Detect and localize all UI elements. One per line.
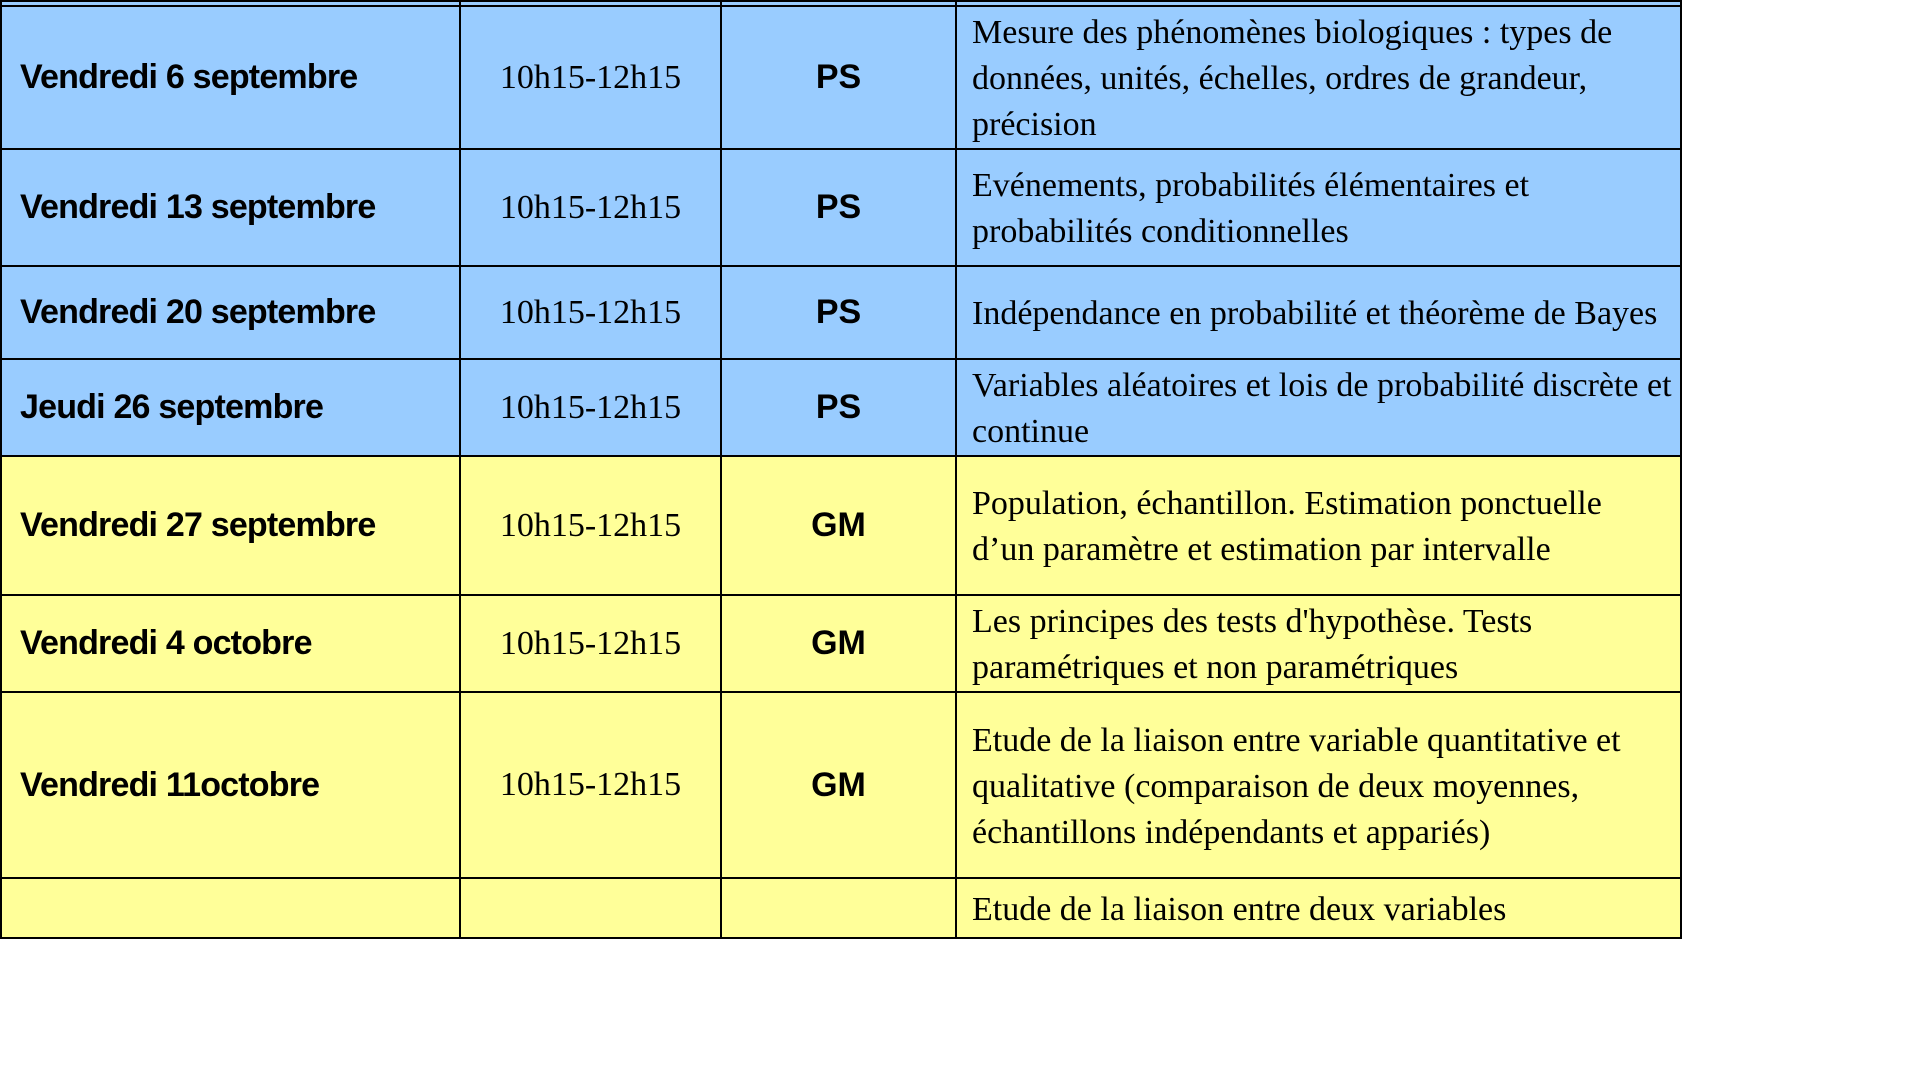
- table-row: [1, 456, 1681, 595]
- topic-cell: [956, 878, 1681, 938]
- date-cell: Vendredi 13 septembre: [1, 149, 460, 266]
- time-cell: [460, 878, 721, 938]
- teacher-cell: [721, 878, 956, 938]
- table-row: [1, 692, 1681, 878]
- topic-cell: [956, 266, 1681, 359]
- teacher-cell: GM: [721, 595, 956, 692]
- topic-cell: [956, 595, 1681, 692]
- date-cell: Vendredi 20 septembre: [1, 266, 460, 359]
- date-cell: [1, 878, 460, 938]
- time-cell: 10h15-12h15: [460, 456, 721, 595]
- table-row: [1, 595, 1681, 692]
- teacher-cell: PS: [721, 149, 956, 266]
- table-row: [1, 6, 1681, 149]
- topic-text: Variables aléatoires et lois de probabilité discrète et continue: [972, 367, 1672, 450]
- topic-text: Etude de la liaison entre variable quantitative et qualitative (comparaison de deux moyennes, échantillons indépendants et appariés): [972, 721, 1621, 851]
- teacher-cell: PS: [721, 6, 956, 149]
- time-cell: 10h15-12h15: [460, 266, 721, 359]
- date-cell: Vendredi 4 octobre: [1, 595, 460, 692]
- topic-text: Les principes des tests d'hypothèse. Tests paramétriques et non paramétriques: [972, 603, 1533, 686]
- topic-text: Evénements, probabilités élémentaires et probabilités conditionnelles: [972, 167, 1530, 250]
- topic-cell: [956, 456, 1681, 595]
- table-row: [1, 266, 1681, 359]
- time-cell: 10h15-12h15: [460, 359, 721, 456]
- table-row: [1, 878, 1681, 938]
- topic-text: Population, échantillon. Estimation ponctuelle d’un paramètre et estimation par intervalle: [972, 485, 1602, 568]
- teacher-cell: GM: [721, 456, 956, 595]
- topic-text: Mesure des phénomènes biologiques : types de données, unités, échelles, ordres de grandeur, précision: [972, 14, 1613, 143]
- date-cell: Vendredi 6 septembre: [1, 6, 460, 149]
- topic-text: Etude de la liaison entre deux variables: [972, 890, 1507, 928]
- time-cell: 10h15-12h15: [460, 595, 721, 692]
- date-cell: Jeudi 26 septembre: [1, 359, 460, 456]
- time-cell: 10h15-12h15: [460, 149, 721, 266]
- topic-text: Indépendance en probabilité et théorème de Bayes: [972, 295, 1658, 332]
- teacher-cell: GM: [721, 692, 956, 878]
- time-cell: 10h15-12h15: [460, 692, 721, 878]
- topic-cell: [956, 149, 1681, 266]
- table-row: [1, 149, 1681, 266]
- date-cell: Vendredi 11octobre: [1, 692, 460, 878]
- teacher-cell: PS: [721, 359, 956, 456]
- topic-cell: [956, 359, 1681, 456]
- topic-cell: [956, 6, 1681, 149]
- time-cell: 10h15-12h15: [460, 6, 721, 149]
- topic-cell: [956, 692, 1681, 878]
- date-cell: Vendredi 27 septembre: [1, 456, 460, 595]
- table-row: [1, 359, 1681, 456]
- teacher-cell: PS: [721, 266, 956, 359]
